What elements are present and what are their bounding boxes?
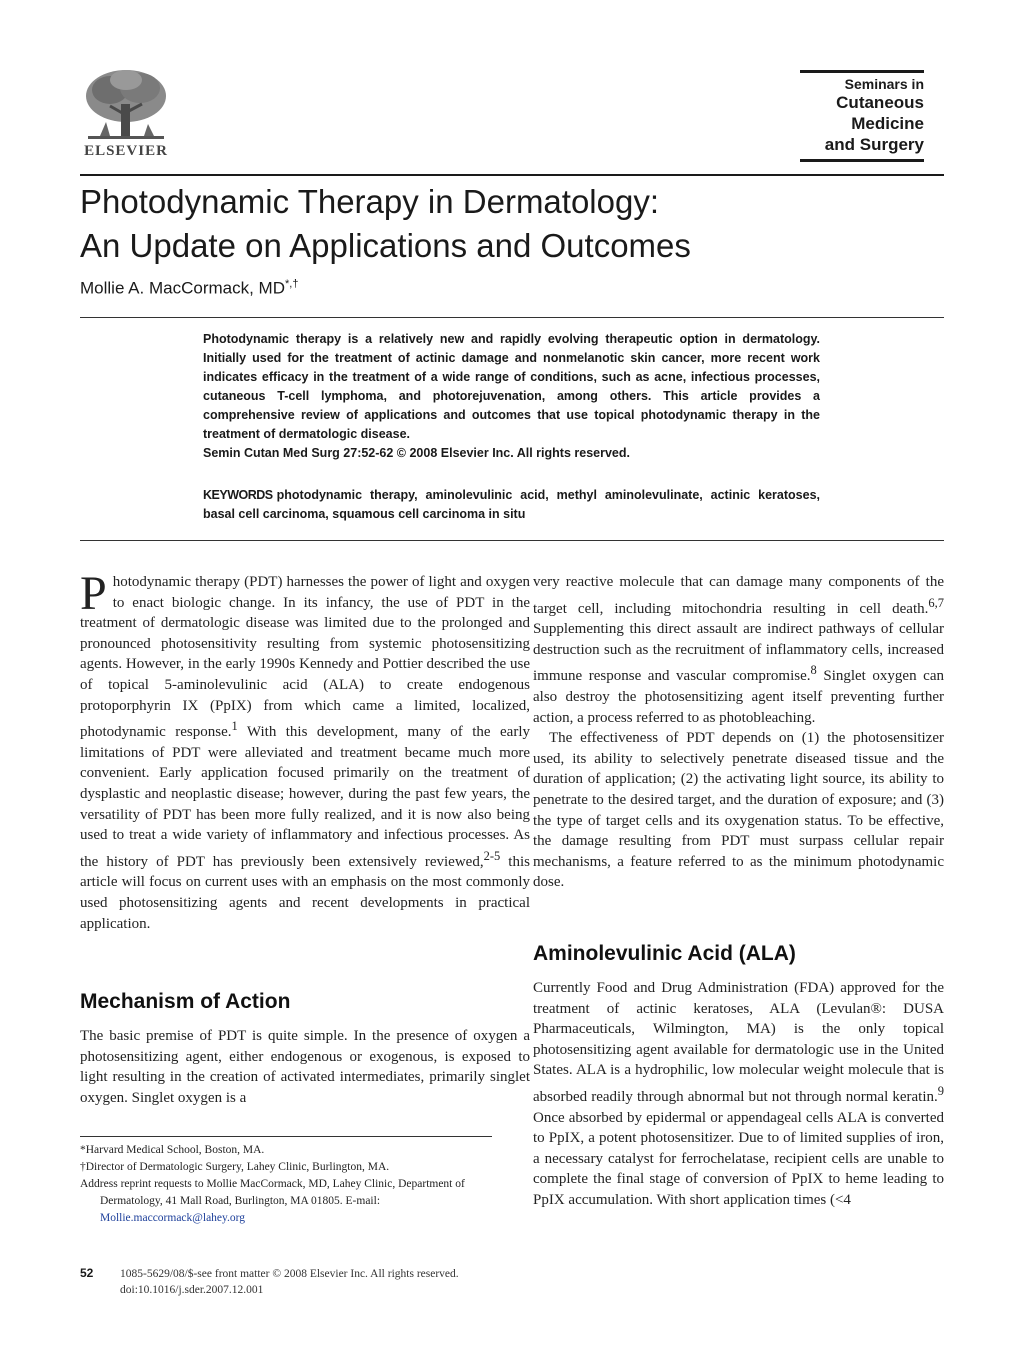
keywords-text: photodynamic therapy, aminolevulinic acid, methyl aminolevulinate, actinic keratoses, basal cell carcinoma, squamous cell carcinoma in situ <box>203 488 820 521</box>
abstract-top-rule <box>80 317 944 318</box>
ref-link[interactable]: 1 <box>231 719 238 734</box>
title-line-2: An Update on Applications and Outcomes <box>80 227 691 264</box>
masthead-rule-bottom <box>800 159 924 162</box>
footnotes <box>80 1142 492 1227</box>
page-number: 52 <box>80 1266 94 1280</box>
publisher-name: ELSEVIER <box>84 143 168 159</box>
author-line <box>80 278 298 299</box>
intro-paragraph <box>80 567 530 934</box>
article-title <box>80 180 944 268</box>
footnote-affiliation-1: *Harvard Medical School, Boston, MA. <box>80 1144 265 1156</box>
journal-line-1: Seminars in <box>844 76 924 92</box>
ref-link[interactable]: 6,7 <box>928 595 944 610</box>
ref-link[interactable]: 2-5 <box>483 848 501 863</box>
ala-text-b: Once absorbed by epidermal or appendageal cells ALA is converted to PpIX, a potent photosensitizer. Due to of limited supplies of iron, a necessary catalyst for ferrochelatase, recipient cells are unable to complete the final stage of conversion of PpIX to heme leading to PpIX accumulation. With short application times (<4 <box>533 1109 944 1208</box>
author-email-link[interactable]: Mollie.maccormack@lahey.org <box>100 1212 246 1224</box>
title-line-1: Photodynamic Therapy in Dermatology: <box>80 183 660 220</box>
footer-info <box>120 1266 459 1298</box>
effectiveness-paragraph: The effectiveness of PDT depends on (1) the photosensitizer used, its ability to selectively penetrate diseased tissue and the duration of application; (2) the activating light source, its ability to penetrate to the desired target, and the duration of exposure; and (3) the type of target cells and its oxygenation status. To be effective, the damage resulting from PDT must surpass cellular repair mechanisms, a feature referred to as the minimum photodynamic dose. <box>533 730 944 891</box>
mechanism-paragraph: The basic premise of PDT is quite simple. In the presence of oxygen a photosensitizing agent, either endogenous or exogenous, is exposed to light resulting in the creation of activated intermediates, primarily singlet oxygen. Singlet oxygen is a <box>80 1028 530 1106</box>
header-divider <box>80 174 944 176</box>
body-column-left <box>80 567 530 934</box>
journal-line-2: Cutaneous <box>836 93 924 112</box>
abstract-text: Photodynamic therapy is a relatively new and rapidly evolving therapeutic option in dermatology. Initially used for the treatment of actinic damage and nonmelanotic skin cancer, more recent work indicates efficacy in the treatment of a wide range of conditions, such as acne, infectious processes, cutaneous T-cell lymphoma, and photorejuvenation, among others. This article provides a comprehensive review of applications and outcomes that use topical photodynamic therapy in the treatment of dermatologic disease. <box>203 332 820 441</box>
author-marks: *,† <box>284 278 299 290</box>
abstract <box>203 330 820 463</box>
masthead-rule-top <box>800 70 924 73</box>
issn-line: 1085-5629/08/$-see front matter © 2008 Elsevier Inc. All rights reserved. <box>120 1268 459 1280</box>
address-text: Address reprint requests to Mollie MacCormack, MD, Lahey Clinic, Department of Dermatology, 41 Mall Road, Burlington, MA 01805. E-mail: <box>80 1178 465 1207</box>
footnote-address <box>80 1176 492 1227</box>
ala-text-a: Currently Food and Drug Administration (FDA) approved for the treatment of actinic keratoses, ALA (Levulan®: DUSA Pharmaceuticals, Wilmington, MA) is the only topical photosensitizing agent available for dermatologic use in the United States. ALA is a hydrophilic, low molecular weight molecule that is absorbed readily through abnormal but not through normal keratin. <box>533 980 944 1105</box>
abstract-citation: Semin Cutan Med Surg 27:52-62 © 2008 Elsevier Inc. All rights reserved. <box>203 446 630 460</box>
abstract-bottom-rule <box>80 540 944 541</box>
col2-text-b: Supplementing this direct assault are indirect pathways of cellular destruction such as the recruitment of inflammatory cells, increased immune response and vascular compromise. <box>533 621 944 685</box>
section-heading-mechanism: Mechanism of Action <box>80 990 291 1013</box>
ala-paragraph <box>533 978 944 1211</box>
doi-link[interactable]: doi:10.1016/j.sder.2007.12.001 <box>120 1284 264 1296</box>
journal-masthead <box>704 70 924 162</box>
author-name: Mollie A. MacCormack, MD <box>80 278 285 298</box>
journal-line-3: Medicine <box>851 114 924 133</box>
drop-cap: P <box>80 567 107 620</box>
intro-text-b: With this development, many of the early limitations of PDT were alleviated and treatment became much more convenient. Early application focused primarily on the treatment of dysplastic and neoplastic disease; however, during the past few years, the versatility of PDT has been more fully realized, and it is now also being used to treat a wide variety of inflammatory and infectious processes. As the history of PDT has previously been extensively reviewed, <box>80 724 530 870</box>
footnote-affiliation-2: †Director of Dermatologic Surgery, Lahey Clinic, Burlington, MA. <box>80 1161 390 1173</box>
intro-text-a: hotodynamic therapy (PDT) harnesses the power of light and oxygen to enact biologic change. In its infancy, the use of PDT in the treatment of dermatologic disease was limited due to the prolonged and pronounced photosensitivity resulting from systemic photosensitizing agents. However, in the early 1990s Kennedy and Pottier described the use of topical 5-aminolevulinic acid (ALA) to create endogenous protoporphyrin IX (PpIX) from which came a limited, localized, photodynamic response. <box>80 574 530 741</box>
col2-text-c: Singlet oxygen can also destroy the photosensitizing agent itself preventing further action, a process referred to as photobleaching. <box>533 668 944 726</box>
section-heading-ala: Aminolevulinic Acid (ALA) <box>533 942 796 965</box>
footnote-rule <box>80 1136 492 1137</box>
intro-text-c: this article will focus on current uses with an emphasis on the most commonly used photosensitizing agents and recent developments in practical application. <box>80 853 530 932</box>
ref-link[interactable]: 8 <box>810 663 817 678</box>
keywords <box>203 486 820 524</box>
keywords-label: KEYWORDS <box>203 488 273 502</box>
col2-text-a: very reactive molecule that can damage many components of the target cell, including mitochondria resulting in cell death. <box>533 574 944 617</box>
ref-link[interactable]: 9 <box>937 1083 944 1098</box>
mechanism-continued-paragraph <box>533 572 944 728</box>
body-column-right <box>533 572 944 893</box>
journal-line-4: and Surgery <box>824 135 924 154</box>
